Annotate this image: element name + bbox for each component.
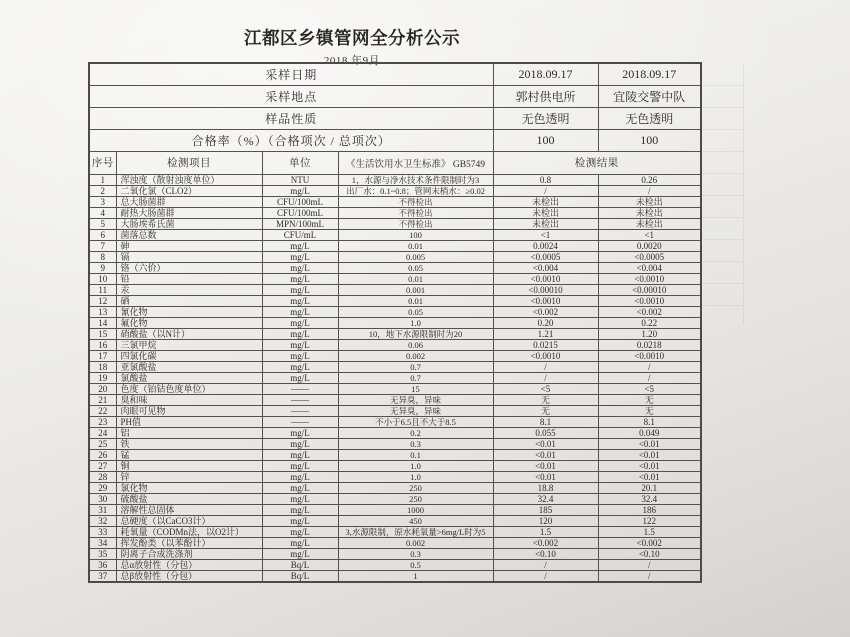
row-index: 3 <box>89 196 116 207</box>
standard-limit: 0.2 <box>338 427 493 438</box>
unit: mg/L <box>262 471 338 482</box>
row-index: 9 <box>89 262 116 273</box>
standard-limit: 1，水源与净水技术条件限制时为3 <box>338 174 493 185</box>
summary-row <box>89 129 701 151</box>
item-name: 铬（六价） <box>116 262 262 273</box>
result-site-1: 0.20 <box>493 317 598 328</box>
summary-value-1: 郭村供电所 <box>493 85 598 107</box>
result-site-1: 0.0024 <box>493 240 598 251</box>
standard-limit: 1000 <box>338 504 493 515</box>
summary-value-2: 2018.09.17 <box>598 63 701 85</box>
result-site-1: 18.8 <box>493 482 598 493</box>
item-name: 总硬度（以CaCO3计） <box>116 515 262 526</box>
item-name: 耐热大肠菌群 <box>116 207 262 218</box>
standard-limit: 0.7 <box>338 372 493 383</box>
item-name: 肉眼可见物 <box>116 405 262 416</box>
result-site-2: <0.0010 <box>598 295 701 306</box>
summary-row <box>89 63 701 85</box>
item-name: 菌落总数 <box>116 229 262 240</box>
table-row <box>89 273 701 284</box>
row-index: 33 <box>89 526 116 537</box>
table-row <box>89 383 701 394</box>
result-site-2: 0.26 <box>598 174 701 185</box>
table-row <box>89 350 701 361</box>
row-index: 26 <box>89 449 116 460</box>
row-index: 17 <box>89 350 116 361</box>
summary-value-2: 宜陵交警中队 <box>598 85 701 107</box>
unit: mg/L <box>262 427 338 438</box>
unit: Bq/L <box>262 570 338 582</box>
result-site-1: <0.0005 <box>493 251 598 262</box>
unit: MPN/100mL <box>262 218 338 229</box>
standard-limit: 不得检出 <box>338 218 493 229</box>
result-site-2: 20.1 <box>598 482 701 493</box>
table-row <box>89 218 701 229</box>
result-site-2: <0.0010 <box>598 273 701 284</box>
row-index: 32 <box>89 515 116 526</box>
summary-row <box>89 107 701 129</box>
unit: mg/L <box>262 372 338 383</box>
table-row <box>89 372 701 383</box>
table-row <box>89 537 701 548</box>
result-site-2: 32.4 <box>598 493 701 504</box>
result-site-2: <0.01 <box>598 471 701 482</box>
standard-limit: 出厂水：0.1~0.8；管网末梢水：≥0.02 <box>338 185 493 196</box>
result-site-1: <0.00010 <box>493 284 598 295</box>
standard-limit: 15 <box>338 383 493 394</box>
row-index: 13 <box>89 306 116 317</box>
item-name: 臭和味 <box>116 394 262 405</box>
row-index: 22 <box>89 405 116 416</box>
result-site-1: 0.8 <box>493 174 598 185</box>
table-row <box>89 416 701 427</box>
unit: mg/L <box>262 482 338 493</box>
standard-limit: 0.7 <box>338 361 493 372</box>
result-site-1: <1 <box>493 229 598 240</box>
item-name: 砷 <box>116 240 262 251</box>
row-index: 37 <box>89 570 116 582</box>
standard-limit: 1 <box>338 570 493 582</box>
unit: mg/L <box>262 317 338 328</box>
row-index: 4 <box>89 207 116 218</box>
unit: mg/L <box>262 273 338 284</box>
standard-limit: 0.01 <box>338 295 493 306</box>
unit: mg/L <box>262 262 338 273</box>
standard-limit: 1.0 <box>338 471 493 482</box>
summary-label: 采样日期 <box>89 63 493 85</box>
table-row <box>89 317 701 328</box>
result-site-1: <5 <box>493 383 598 394</box>
unit: mg/L <box>262 515 338 526</box>
result-site-1: 1.21 <box>493 328 598 339</box>
result-site-1: 0.0215 <box>493 339 598 350</box>
summary-section <box>89 63 701 151</box>
item-name: 耗氧量（CODMn法，以O2计） <box>116 526 262 537</box>
standard-limit: 3,水源限制，原水耗氧量>6mg/L时为5 <box>338 526 493 537</box>
row-index: 31 <box>89 504 116 515</box>
standard-limit: 250 <box>338 493 493 504</box>
result-site-2: 0.0218 <box>598 339 701 350</box>
standard-limit: 1.0 <box>338 317 493 328</box>
row-index: 11 <box>89 284 116 295</box>
result-site-2: <0.002 <box>598 306 701 317</box>
result-site-2: 无 <box>598 405 701 416</box>
item-name: 氯酸盐 <box>116 372 262 383</box>
unit: mg/L <box>262 504 338 515</box>
row-index: 29 <box>89 482 116 493</box>
standard-limit: 10，地下水源限制时为20 <box>338 328 493 339</box>
result-site-2: <0.002 <box>598 537 701 548</box>
row-index: 1 <box>89 174 116 185</box>
row-index: 34 <box>89 537 116 548</box>
table-row <box>89 570 701 582</box>
standard-limit: 0.001 <box>338 284 493 295</box>
col-header-index: 序号 <box>89 151 116 174</box>
result-site-1: <0.01 <box>493 460 598 471</box>
item-name: 溶解性总固体 <box>116 504 262 515</box>
standard-limit: 0.002 <box>338 537 493 548</box>
item-name: 阴离子合成洗涤剂 <box>116 548 262 559</box>
row-index: 24 <box>89 427 116 438</box>
item-name: 硝酸盐（以N计） <box>116 328 262 339</box>
summary-value-2: 100 <box>598 129 701 151</box>
item-name: 挥发酚类（以苯酚计） <box>116 537 262 548</box>
water-quality-table <box>88 62 702 583</box>
result-site-2: 未检出 <box>598 207 701 218</box>
item-name: 氰化物 <box>116 306 262 317</box>
result-site-2: 0.0020 <box>598 240 701 251</box>
result-site-1: / <box>493 559 598 570</box>
item-name: 硒 <box>116 295 262 306</box>
summary-value-1: 无色透明 <box>493 107 598 129</box>
row-index: 23 <box>89 416 116 427</box>
table-row <box>89 339 701 350</box>
unit: —— <box>262 383 338 394</box>
column-header-row <box>89 151 701 174</box>
standard-limit: 无异臭，异味 <box>338 394 493 405</box>
table-row <box>89 427 701 438</box>
item-name: 硫酸盐 <box>116 493 262 504</box>
result-site-2: / <box>598 570 701 582</box>
row-index: 30 <box>89 493 116 504</box>
row-index: 2 <box>89 185 116 196</box>
unit: mg/L <box>262 328 338 339</box>
item-name: 铅 <box>116 273 262 284</box>
summary-label: 样品性质 <box>89 107 493 129</box>
result-site-1: 未检出 <box>493 207 598 218</box>
unit: mg/L <box>262 185 338 196</box>
col-header-result: 检测结果 <box>493 151 701 174</box>
result-site-2: 未检出 <box>598 196 701 207</box>
unit: mg/L <box>262 449 338 460</box>
summary-row <box>89 85 701 107</box>
result-site-1: 无 <box>493 405 598 416</box>
row-index: 18 <box>89 361 116 372</box>
row-index: 14 <box>89 317 116 328</box>
row-index: 8 <box>89 251 116 262</box>
standard-limit: 0.002 <box>338 350 493 361</box>
item-name: 大肠埃希氏菌 <box>116 218 262 229</box>
item-name: 浑浊度（散射浊度单位） <box>116 174 262 185</box>
result-site-1: 32.4 <box>493 493 598 504</box>
standard-limit: 250 <box>338 482 493 493</box>
row-index: 25 <box>89 438 116 449</box>
item-name: 铝 <box>116 427 262 438</box>
row-index: 27 <box>89 460 116 471</box>
row-index: 5 <box>89 218 116 229</box>
result-site-2: <0.10 <box>598 548 701 559</box>
col-header-standard: 《生活饮用水卫生标准》 GB5749 <box>338 151 493 174</box>
table-row <box>89 394 701 405</box>
table-row <box>89 361 701 372</box>
table-row <box>89 240 701 251</box>
result-site-1: 120 <box>493 515 598 526</box>
unit: mg/L <box>262 295 338 306</box>
table-row <box>89 196 701 207</box>
unit: mg/L <box>262 526 338 537</box>
item-name: 镉 <box>116 251 262 262</box>
summary-value-1: 2018.09.17 <box>493 63 598 85</box>
unit: mg/L <box>262 240 338 251</box>
result-site-1: / <box>493 570 598 582</box>
unit: CFU/100mL <box>262 196 338 207</box>
result-site-1: / <box>493 361 598 372</box>
result-site-1: 1.5 <box>493 526 598 537</box>
data-section <box>89 174 701 582</box>
result-site-1: <0.004 <box>493 262 598 273</box>
result-site-2: / <box>598 361 701 372</box>
column-header-section <box>89 151 701 174</box>
unit: CFU/mL <box>262 229 338 240</box>
result-site-1: <0.0010 <box>493 350 598 361</box>
unit: NTU <box>262 174 338 185</box>
standard-limit: 1.0 <box>338 460 493 471</box>
row-index: 20 <box>89 383 116 394</box>
row-index: 15 <box>89 328 116 339</box>
item-name: 铁 <box>116 438 262 449</box>
row-index: 12 <box>89 295 116 306</box>
result-site-2: 8.1 <box>598 416 701 427</box>
result-site-2: <5 <box>598 383 701 394</box>
standard-limit: 0.3 <box>338 548 493 559</box>
standard-limit: 0.05 <box>338 306 493 317</box>
result-site-1: / <box>493 372 598 383</box>
item-name: 氯化物 <box>116 482 262 493</box>
table-row <box>89 548 701 559</box>
unit: mg/L <box>262 339 338 350</box>
standard-limit: 100 <box>338 229 493 240</box>
table-row <box>89 460 701 471</box>
table-row <box>89 482 701 493</box>
table-row <box>89 295 701 306</box>
result-site-2: 186 <box>598 504 701 515</box>
row-index: 10 <box>89 273 116 284</box>
result-site-1: <0.01 <box>493 471 598 482</box>
result-site-2: <0.01 <box>598 449 701 460</box>
standard-limit: 0.05 <box>338 262 493 273</box>
summary-label: 合格率（%）（合格项次 / 总项次） <box>89 129 493 151</box>
standard-limit: 0.1 <box>338 449 493 460</box>
result-site-1: <0.0010 <box>493 273 598 284</box>
unit: —— <box>262 394 338 405</box>
standard-limit: 0.06 <box>338 339 493 350</box>
result-site-2: 122 <box>598 515 701 526</box>
table-row <box>89 328 701 339</box>
row-index: 19 <box>89 372 116 383</box>
result-site-2: / <box>598 372 701 383</box>
item-name: 亚氯酸盐 <box>116 361 262 372</box>
result-site-2: 未检出 <box>598 218 701 229</box>
standard-limit: 0.01 <box>338 240 493 251</box>
table-row <box>89 405 701 416</box>
table-row <box>89 526 701 537</box>
row-index: 21 <box>89 394 116 405</box>
standard-limit: 无异臭，异味 <box>338 405 493 416</box>
row-index: 7 <box>89 240 116 251</box>
result-site-2: <0.0005 <box>598 251 701 262</box>
result-site-1: 0.055 <box>493 427 598 438</box>
standard-limit: 不小于6.5且不大于8.5 <box>338 416 493 427</box>
row-index: 35 <box>89 548 116 559</box>
result-site-1: <0.002 <box>493 537 598 548</box>
table-row <box>89 449 701 460</box>
result-site-2: <1 <box>598 229 701 240</box>
table-row <box>89 174 701 185</box>
row-index: 6 <box>89 229 116 240</box>
result-site-1: <0.002 <box>493 306 598 317</box>
summary-label: 采样地点 <box>89 85 493 107</box>
unit: mg/L <box>262 537 338 548</box>
item-name: 汞 <box>116 284 262 295</box>
item-name: 总大肠菌群 <box>116 196 262 207</box>
unit: mg/L <box>262 460 338 471</box>
result-site-1: <0.0010 <box>493 295 598 306</box>
table-row <box>89 559 701 570</box>
unit: CFU/100mL <box>262 207 338 218</box>
table-row <box>89 493 701 504</box>
standard-limit: 不得检出 <box>338 207 493 218</box>
unit: mg/L <box>262 361 338 372</box>
col-header-item: 检测项目 <box>116 151 262 174</box>
result-site-1: 未检出 <box>493 196 598 207</box>
item-name: PH值 <box>116 416 262 427</box>
result-site-2: / <box>598 185 701 196</box>
result-site-2: <0.00010 <box>598 284 701 295</box>
result-site-2: <0.0010 <box>598 350 701 361</box>
result-site-1: 185 <box>493 504 598 515</box>
result-site-1: 未检出 <box>493 218 598 229</box>
item-name: 三氯甲烷 <box>116 339 262 350</box>
standard-limit: 0.005 <box>338 251 493 262</box>
result-site-2: 无 <box>598 394 701 405</box>
unit: mg/L <box>262 438 338 449</box>
paper-bleed-through <box>701 64 744 324</box>
standard-limit: 450 <box>338 515 493 526</box>
result-site-2: <0.004 <box>598 262 701 273</box>
item-name: 二氧化氯（CLO2） <box>116 185 262 196</box>
page-title: 江都区乡镇管网全分析公示 <box>244 28 460 48</box>
item-name: 氟化物 <box>116 317 262 328</box>
result-site-2: 0.22 <box>598 317 701 328</box>
summary-value-2: 无色透明 <box>598 107 701 129</box>
unit: mg/L <box>262 493 338 504</box>
page-subtitle: 2018 年9月 <box>323 55 381 67</box>
col-header-unit: 单位 <box>262 151 338 174</box>
result-site-2: 0.049 <box>598 427 701 438</box>
item-name: 总α放射性（分包） <box>116 559 262 570</box>
result-site-2: 1.5 <box>598 526 701 537</box>
unit: mg/L <box>262 306 338 317</box>
table-row <box>89 251 701 262</box>
table-row <box>89 306 701 317</box>
result-site-1: 无 <box>493 394 598 405</box>
unit: mg/L <box>262 284 338 295</box>
item-name: 铜 <box>116 460 262 471</box>
summary-value-1: 100 <box>493 129 598 151</box>
result-site-1: <0.01 <box>493 438 598 449</box>
standard-limit: 不得检出 <box>338 196 493 207</box>
result-site-1: 8.1 <box>493 416 598 427</box>
table-row <box>89 185 701 196</box>
unit: Bq/L <box>262 559 338 570</box>
standard-limit: 0.3 <box>338 438 493 449</box>
table-row <box>89 207 701 218</box>
table-row <box>89 504 701 515</box>
result-site-2: 1.20 <box>598 328 701 339</box>
item-name: 色度（铂钴色度单位） <box>116 383 262 394</box>
table-row <box>89 471 701 482</box>
unit: mg/L <box>262 548 338 559</box>
result-site-2: / <box>598 559 701 570</box>
unit: mg/L <box>262 251 338 262</box>
unit: mg/L <box>262 350 338 361</box>
result-site-2: <0.01 <box>598 438 701 449</box>
result-site-2: <0.01 <box>598 460 701 471</box>
row-index: 28 <box>89 471 116 482</box>
standard-limit: 0.5 <box>338 559 493 570</box>
table-row <box>89 438 701 449</box>
unit: —— <box>262 416 338 427</box>
table-row <box>89 515 701 526</box>
standard-limit: 0.01 <box>338 273 493 284</box>
result-site-1: <0.10 <box>493 548 598 559</box>
result-site-1: <0.01 <box>493 449 598 460</box>
row-index: 16 <box>89 339 116 350</box>
item-name: 锰 <box>116 449 262 460</box>
item-name: 总β放射性（分包） <box>116 570 262 582</box>
unit: —— <box>262 405 338 416</box>
item-name: 锌 <box>116 471 262 482</box>
table-row <box>89 229 701 240</box>
item-name: 四氯化碳 <box>116 350 262 361</box>
table-row <box>89 284 701 295</box>
table-row <box>89 262 701 273</box>
result-site-1: / <box>493 185 598 196</box>
row-index: 36 <box>89 559 116 570</box>
